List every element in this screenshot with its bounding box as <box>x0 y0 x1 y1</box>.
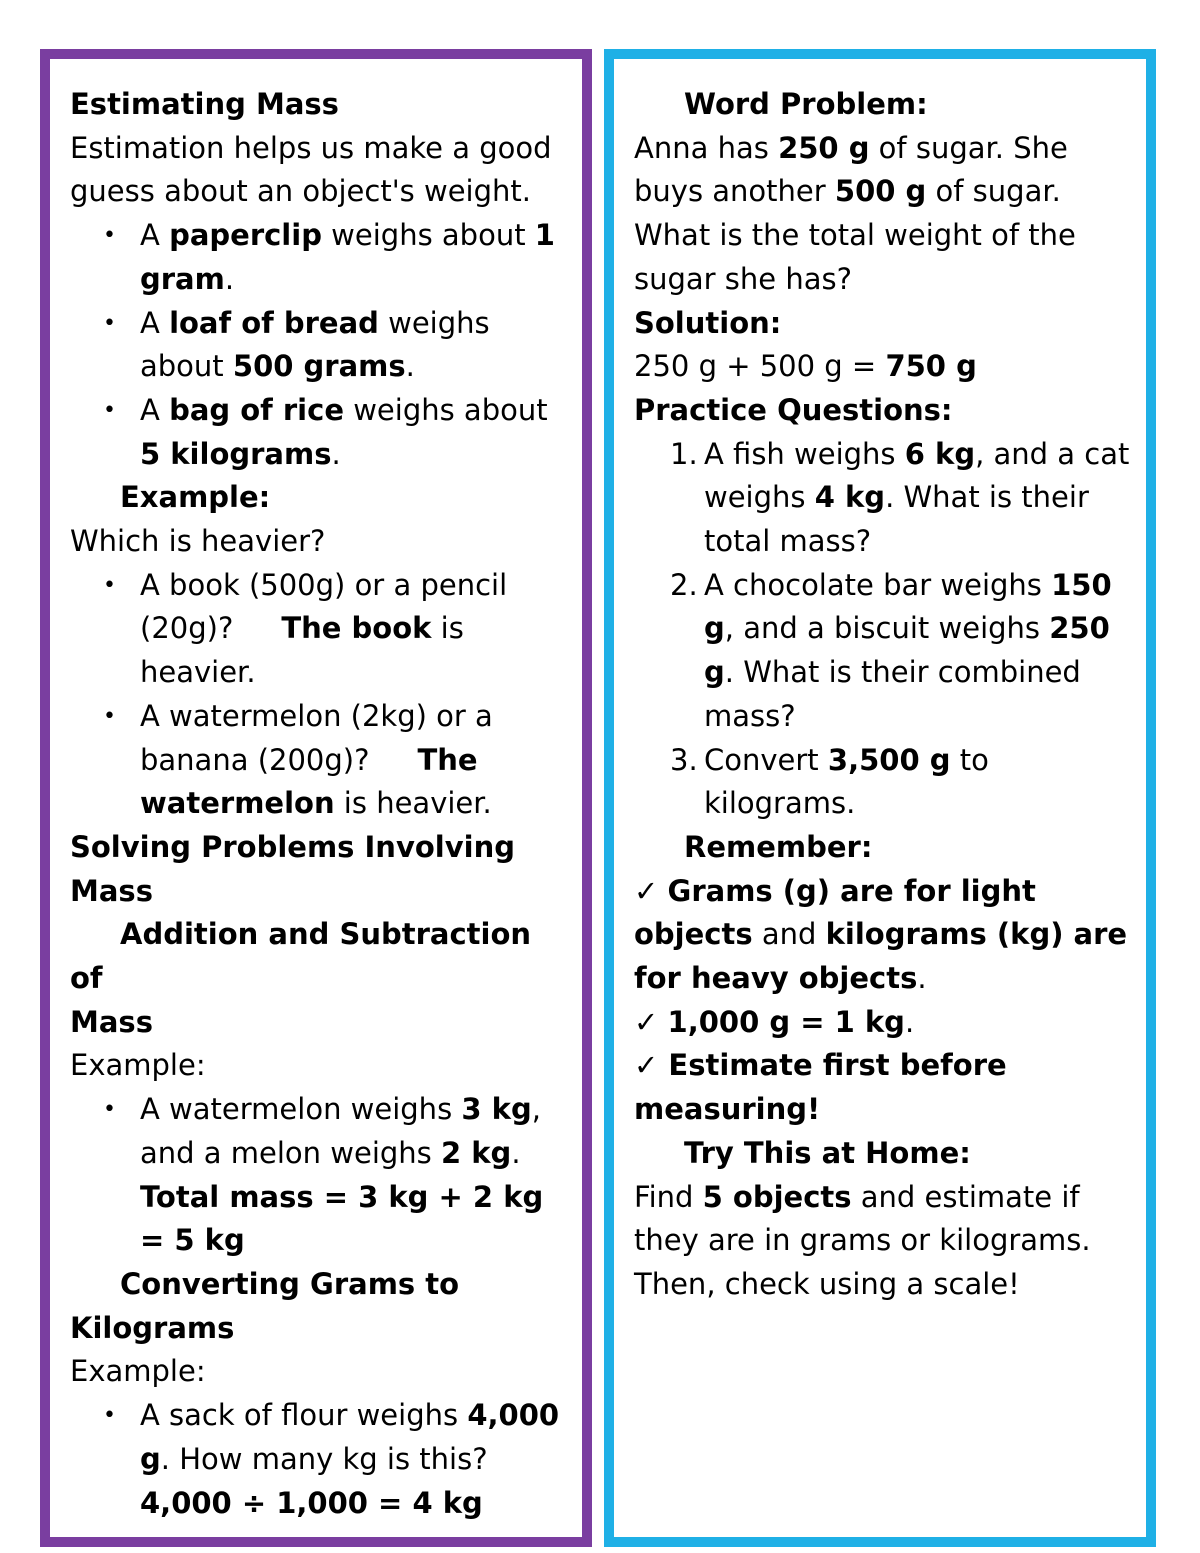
try-at-home-heading: Try This at Home: <box>684 1135 971 1170</box>
estimating-intro: Estimation helps us make a good guess about an object's weight. <box>70 130 552 209</box>
right-panel <box>604 49 1156 1547</box>
addition-example-list <box>70 1088 568 1263</box>
left-panel <box>40 49 592 1547</box>
list-item: • A watermelon weighs 3 kg, and a melon weighs 2 kg. Total mass = 3 kg + 2 kg = 5 kg <box>70 1088 568 1263</box>
conversion-answer: 4,000 ÷ 1,000 = 4 kg <box>140 1485 483 1520</box>
converting-example-label: Example: <box>70 1354 206 1389</box>
list-item: • A paperclip weighs about 1 gram. <box>70 214 568 301</box>
remember-item: ✓ 1,000 g = 1 kg. <box>634 1004 915 1039</box>
estimate-list <box>70 214 568 476</box>
list-item: • A sack of flour weighs 4,000 g. How many kg is this? 4,000 ÷ 1,000 = 4 kg <box>70 1394 568 1525</box>
converting-subtitle: Converting Grams to Kilograms <box>70 1266 460 1345</box>
addition-subtraction-subtitle: Addition and Subtraction of Mass <box>70 917 532 1039</box>
right-panel-content <box>634 83 1132 1307</box>
example-heading: Example: <box>120 480 271 515</box>
solving-example-label: Example: <box>70 1048 206 1083</box>
word-problem-text: Anna has 250 g of sugar. She buys another 500 g of sugar. What is the total weight of the sugar she has? <box>634 130 1076 296</box>
solution-expression: 250 g + 500 g = 750 g <box>634 349 977 384</box>
word-problem-heading: Word Problem: <box>684 87 928 121</box>
list-item: 1. A fish weighs 6 kg, and a cat weighs 4 kg. What is their total mass? <box>670 436 1130 559</box>
remember-heading: Remember: <box>684 829 873 864</box>
remember-item: ✓ Grams (g) are for light objects and kilograms (kg) are for heavy objects. <box>634 873 1128 996</box>
solution-heading: Solution: <box>634 305 782 340</box>
checkmark-icon: ✓ <box>634 1048 659 1083</box>
list-item: • A book (500g) or a pencil (20g)? The book is heavier. <box>70 564 568 695</box>
checkmark-icon: ✓ <box>634 1004 659 1039</box>
try-at-home-text: Find 5 objects and estimate if they are in grams or kilograms. Then, check using a scale! <box>634 1179 1091 1301</box>
total-mass: Total mass = 3 kg + 2 kg = 5 kg <box>140 1179 544 1258</box>
estimating-mass-title: Estimating Mass <box>70 87 339 121</box>
list-item: • A bag of rice weighs about 5 kilograms. <box>70 389 568 476</box>
left-panel-content <box>70 83 568 1525</box>
list-item: 3. Convert 3,500 g to kilograms. <box>670 742 989 821</box>
example-question: Which is heavier? <box>70 524 326 559</box>
comparison-list <box>70 564 568 826</box>
checkmark-icon: ✓ <box>634 873 659 908</box>
list-item: 2. A chocolate bar weighs 150 g, and a biscuit weighs 250 g. What is their combined mass? <box>670 567 1112 733</box>
converting-example-list <box>70 1394 568 1525</box>
remember-item: ✓ Estimate first before measuring! <box>634 1048 1007 1127</box>
practice-heading: Practice Questions: <box>634 392 953 427</box>
practice-list <box>634 433 1132 826</box>
solving-problems-title: Solving Problems Involving Mass <box>70 829 515 908</box>
list-item: • A watermelon (2kg) or a banana (200g)? The watermelon is heavier. <box>70 695 568 826</box>
list-item: • A loaf of bread weighs about 500 grams. <box>70 302 568 389</box>
